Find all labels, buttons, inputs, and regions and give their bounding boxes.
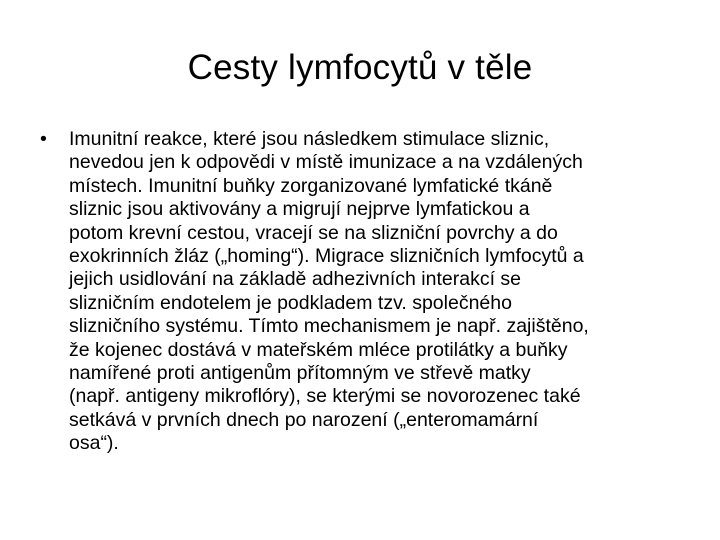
bullet-text-line-2: nevedou jen k odpovědi v místě imunizace a na vzdálených	[69, 151, 583, 174]
bullet-text-line-5: potom krevní cestou, vracejí se na slizniční povrchy a do	[69, 221, 558, 244]
bullet-text-line-10: že kojenec dostává v mateřském mléce protilátky a buňky	[69, 338, 568, 361]
bullet-text-line-1: Imunitní reakce, které jsou následkem stimulace sliznic,	[69, 128, 550, 150]
slide-title: Cesty lymfocytů v těle	[187, 48, 533, 87]
bullet-text-line-9: slizničního systému. Tímto mechanismem je např. zajištěno,	[69, 315, 589, 338]
bullet-text-line-11: namířené proti antigenům přítomným ve střevě matky	[69, 362, 531, 385]
bullet-text-line-8: slizničním endotelem je podkladem tzv. společného	[69, 291, 512, 314]
bullet-text-line-14: osa“).	[69, 432, 119, 455]
bullet-text-line-13: setkává v prvních dnech po narození („enteromamární	[69, 408, 539, 431]
bullet-text-line-7: jejich usidlování na základě adhezivních interakcí se	[69, 268, 522, 291]
bullet-item	[40, 128, 690, 456]
bullet-text-line-3: místech. Imunitní buňky zorganizované lymfatické tkáně	[69, 174, 553, 197]
bullet-text-line-4: sliznic jsou aktivovány a migrují nejprve lymfatickou a	[69, 198, 530, 221]
bullet-text-line-12: (např. antigeny mikroflóry), se kterými se novorozenec také	[69, 385, 581, 408]
bullet-icon: •	[40, 128, 47, 150]
bullet-text-line-6: exokrinních žláz („homing“). Migrace slizničních lymfocytů a	[69, 245, 584, 268]
bullet-list	[40, 128, 690, 456]
